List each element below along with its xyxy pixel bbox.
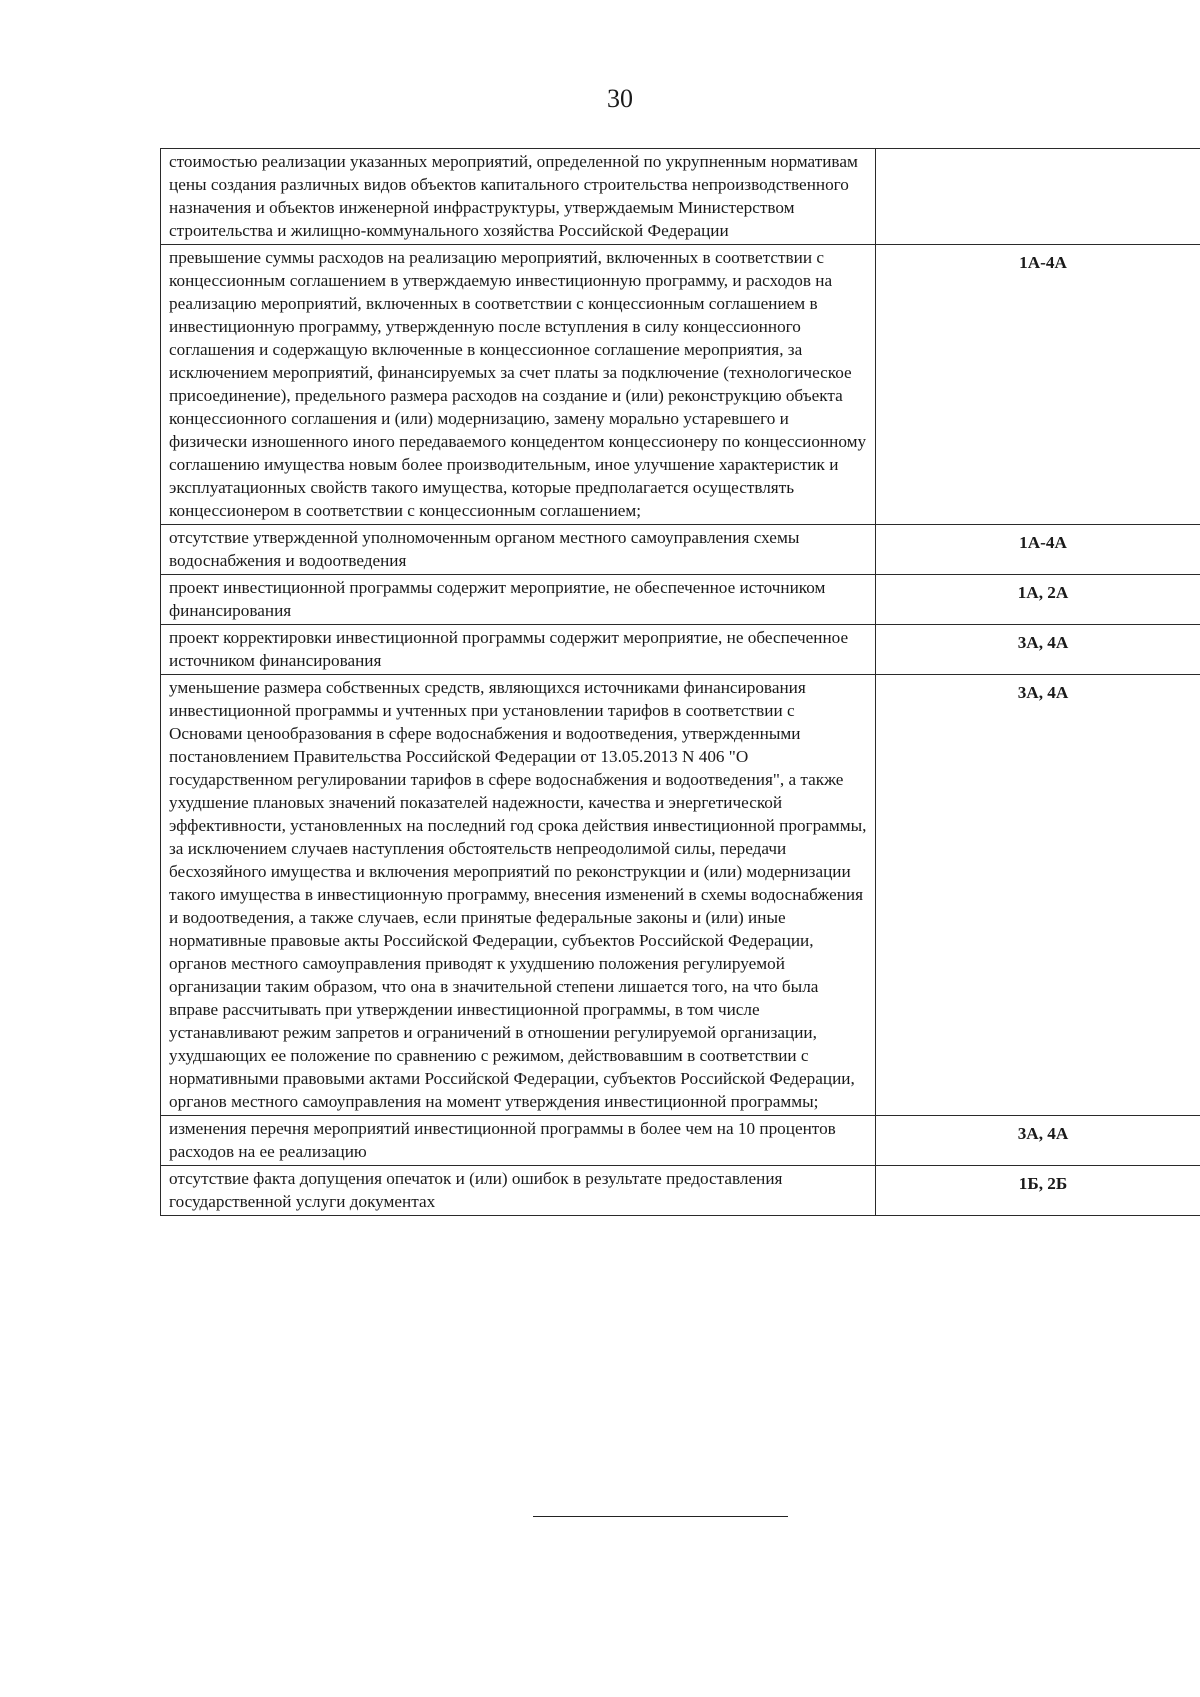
table-row bbox=[161, 149, 1200, 245]
row-code: 3А, 4А bbox=[876, 1116, 1200, 1166]
row-code: 3А, 4А bbox=[876, 625, 1200, 675]
row-code: 1А-4А bbox=[876, 245, 1200, 525]
table-row bbox=[161, 245, 1200, 525]
row-code: 1Б, 2Б bbox=[876, 1166, 1200, 1216]
table-row bbox=[161, 625, 1200, 675]
row-text: проект корректировки инвестиционной программы содержит мероприятие, не обеспеченное источником финансирования bbox=[161, 625, 876, 675]
row-text: проект инвестиционной программы содержит мероприятие, не обеспеченное источником финансирования bbox=[161, 575, 876, 625]
table-row bbox=[161, 1116, 1200, 1166]
row-code: 1А-4А bbox=[876, 525, 1200, 575]
row-code bbox=[876, 149, 1200, 245]
page-number: 30 bbox=[607, 84, 633, 113]
criteria-table bbox=[160, 148, 1200, 1216]
row-text: отсутствие факта допущения опечаток и (или) ошибок в результате предоставления государственной услуги документах bbox=[161, 1166, 876, 1216]
row-text: изменения перечня мероприятий инвестиционной программы в более чем на 10 процентов расходов на ее реализацию bbox=[161, 1116, 876, 1166]
row-text: уменьшение размера собственных средств, являющихся источниками финансирования инвестиционной программы и учтенных при установлении тарифов в соответствии с Основами ценообразования в сфере водоснабжения и водоотведения, утвержденными постановлением Правительства Российской Федерации от 13.05.2013 N 406 "О государственном регулировании тарифов в сфере водоснабжения и водоотведения", а также ухудшение плановых значений показателей надежности, качества и энергетической эффективности, установленных на последний год срока действия инвестиционной программы, за исключением случаев наступления обстоятельств непреодолимой силы, передачи бесхозяйного имущества и включения мероприятий по реконструкции и (или) модернизации такого имущества в инвестиционную программу, внесения изменений в схемы водоснабжения и водоотведения, а также случаев, если принятые федеральные законы и (или) иные нормативные правовые акты Российской Федерации, субъектов Российской Федерации, органов местного самоуправления приводят к ухудшению положения регулируемой организации таким образом, что она в значительной степени лишается того, на что была вправе рассчитывать при утверждении инвестиционной программы, в том числе устанавливают режим запретов и ограничений в отношении регулируемой организации, ухудшающих ее положение по сравнению с режимом, действовавшим в соответствии с нормативными правовыми актами Российской Федерации, субъектов Российской Федерации, органов местного самоуправления на момент утверждения инвестиционной программы; bbox=[161, 675, 876, 1116]
row-text: стоимостью реализации указанных мероприятий, определенной по укрупненным нормативам цены создания различных видов объектов капитального строительства непроизводственного назначения и объектов инженерной инфраструктуры, утверждаемым Министерством строительства и жилищно-коммунального хозяйства Российской Федерации bbox=[161, 149, 876, 245]
closing-rule bbox=[533, 1516, 788, 1517]
table-row bbox=[161, 525, 1200, 575]
row-text: отсутствие утвержденной уполномоченным органом местного самоуправления схемы водоснабжения и водоотведения bbox=[161, 525, 876, 575]
table-row bbox=[161, 1166, 1200, 1216]
row-text: превышение суммы расходов на реализацию мероприятий, включенных в соответствии с концессионным соглашением в утверждаемую инвестиционную программу, и расходов на реализацию мероприятий, включенных в соответствии с концессионным соглашением в инвестиционную программу, утвержденную после вступления в силу концессионного соглашения и содержащую включенные в концессионное соглашение мероприятия, за исключением мероприятий, финансируемых за счет платы за подключение (технологическое присоединение), предельного размера расходов на создание и (или) реконструкцию объекта концессионного соглашения и (или) модернизацию, замену морально устаревшего и физически изношенного иного передаваемого концедентом концессионеру по концессионному соглашению имущества новым более производительным, иное улучшение характеристик и эксплуатационных свойств такого имущества, которые предполагается осуществлять концессионером в соответствии с концессионным соглашением; bbox=[161, 245, 876, 525]
row-code: 1А, 2А bbox=[876, 575, 1200, 625]
table-row bbox=[161, 675, 1200, 1116]
row-code: 3А, 4А bbox=[876, 675, 1200, 1116]
table-row bbox=[161, 575, 1200, 625]
